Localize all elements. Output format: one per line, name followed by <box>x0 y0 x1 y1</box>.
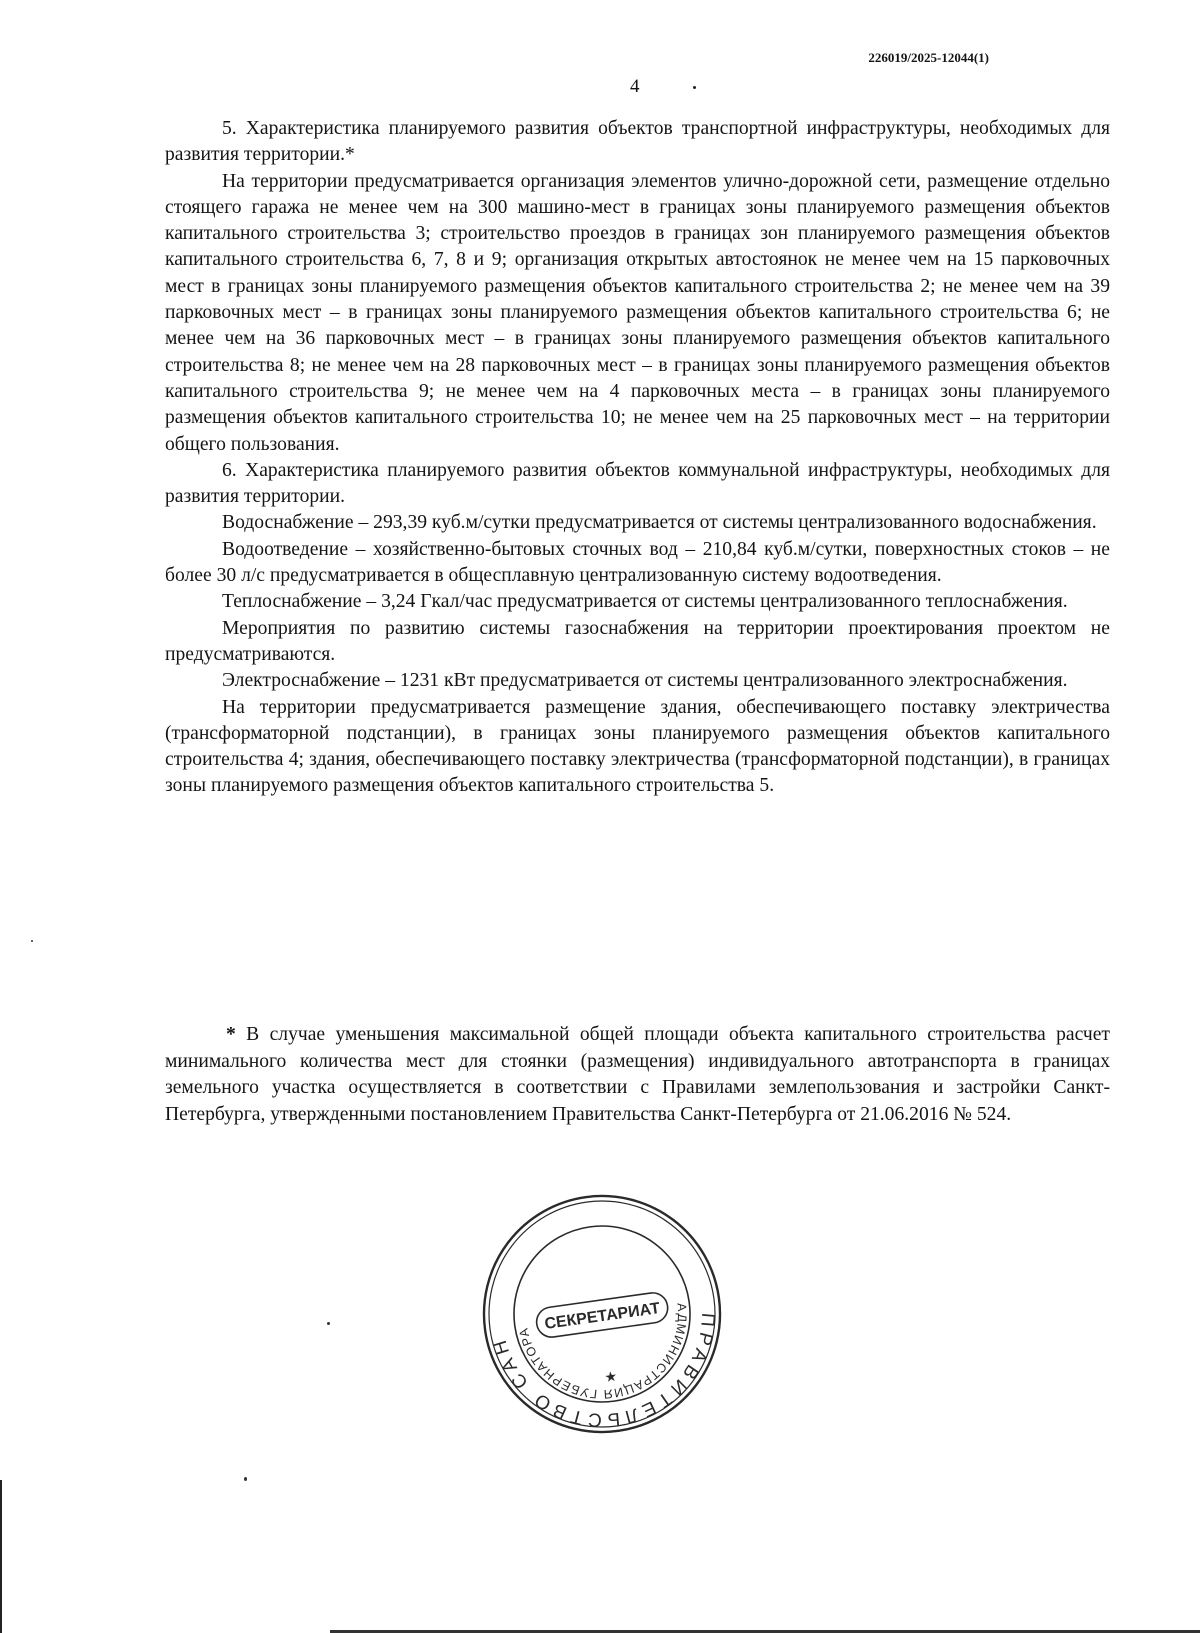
paragraph-transport-details: На территории предусматривается организация элементов улично-дорожной сети, размещение отдельно стоящего гаража не менее чем на 300 машино-мест в границах зоны планируемого размещения объектов капитального строительства 3; строительство проездов в границах зон планируемого размещения объектов капитального строительства 6, 7, 8 и 9; организация открытых автостоянок не менее чем на 15 парковочных мест в границах зоны планируемого размещения объектов капитального строительства 2; не менее чем на 39 парковочных мест – в границах зоны планируемого размещения объектов капитального строительства 6; не менее чем на 36 парковочных мест – в границах зоны планируемого размещения объектов капитального строительства 8; не менее чем на 28 парковочных мест – в границах зоны планируемого размещения объектов капитального строительства 9; не менее чем на 4 парковочных места – в границах зоны планируемого размещения объектов капитального строительства 10; не менее чем на 25 парковочных мест – на территории общего пользования. <box>165 170 1110 455</box>
footnote <box>165 1022 1110 1128</box>
paragraph-electricity-supply: Электроснабжение – 1231 кВт предусматривается от системы централизованного электроснабжения. <box>222 670 1068 692</box>
document-body <box>165 116 1110 800</box>
stamp-center-text: СЕКРЕТАРИАТ <box>543 1299 662 1333</box>
paragraph-transport-heading: 5. Характеристика планируемого развития объектов транспортной инфраструктуры, необходимых для развития территории.* <box>165 118 1110 166</box>
scan-speck <box>693 86 696 89</box>
paragraph-water-supply: Водоснабжение – 293,39 куб.м/сутки предусматривается от системы централизованного водоснабжения. <box>222 512 1097 534</box>
page-number: 4 <box>630 76 640 97</box>
footnote-marker: * <box>226 1024 236 1045</box>
footnote-text: В случае уменьшения максимальной общей площади объекта капитального строительства расчет минимального количества мест для стоянки (размещения) индивидуального автотранспорта в границах земельного участка осуществляется в соответствии с Правилами землепользования и застройки Санкт-Петербурга, утвержденными постановлением Правительства Санкт-Петербурга от 21.06.2016 № 524. <box>165 1024 1110 1125</box>
stamp-inner-text: АДМИНИСТРАЦИЯ ГУБЕРНАТОРА <box>516 1302 690 1402</box>
scan-speck <box>244 1477 247 1481</box>
scan-speck <box>31 940 33 942</box>
paragraph-water-disposal: Водоотведение – хозяйственно-бытовых сточных вод – 210,84 куб.м/сутки, поверхностных стоков – не более 30 л/с предусматривается в общесплавную централизованную систему водоотведения. <box>165 538 1110 587</box>
scan-speck <box>327 1322 330 1325</box>
stamp-outer-text: ПРАВИТЕЛЬСТВО САНКТ-ПЕТЕРБУРГА <box>488 1312 719 1431</box>
secretariat-seal-stamp <box>478 1190 726 1438</box>
scan-edge-left <box>0 1480 2 1633</box>
paragraph-heat-supply: Теплоснабжение – 3,24 Гкал/час предусматривается от системы централизованного теплоснабжения. <box>222 591 1068 613</box>
paragraph-utilities-heading: 6. Характеристика планируемого развития объектов коммунальной инфраструктуры, необходимых для развития территории. <box>165 459 1110 508</box>
document-registration-number: 226019/2025-12044(1) <box>868 50 989 65</box>
paragraph-substation: На территории предусматривается размещение здания, обеспечивающего поставку электричества (трансформаторной подстанции), в границах зоны планируемого размещения объектов капитального строительства 4; здания, обеспечивающего поставку электричества (трансформаторной подстанции), в границах зоны планируемого размещения объектов капитального строительства 5. <box>165 696 1110 797</box>
stamp-star-icon: ★ <box>603 1368 619 1387</box>
paragraph-gas-supply: Мероприятия по развитию системы газоснабжения на территории проектирования проектом не предусматриваются. <box>165 617 1110 665</box>
